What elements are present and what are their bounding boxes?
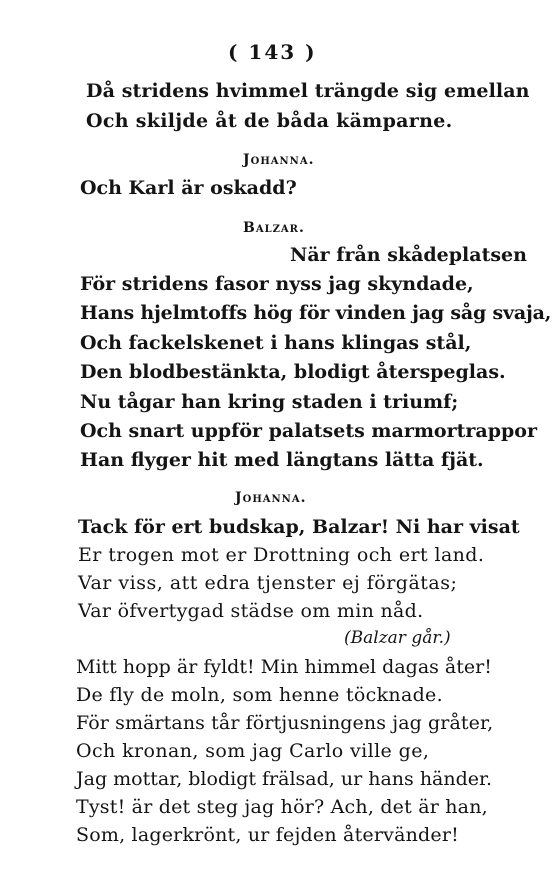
verse-line: Var viss, att edra tjenster ej förgätas;	[78, 572, 458, 594]
verse-line: Var öfvertygad städse om min nåd.	[78, 600, 424, 622]
verse-line: Jag mottar, blodigt frälsad, ur hans händer.	[76, 768, 493, 790]
verse-line: Och fackelskenet i hans klingas stål,	[80, 332, 472, 354]
verse-line: Nu tågar han kring staden i triumf;	[80, 391, 459, 413]
verse-line: Och kronan, som jag Carlo ville ge,	[76, 740, 430, 762]
verse-line: Som, lagerkrönt, ur fejden återvänder!	[76, 824, 459, 846]
verse-line: Och snart uppför palatsets marmortrappor	[80, 420, 537, 442]
verse-line: Han flyger hit med längtans lätta fjät.	[80, 449, 484, 471]
verse-line: För smärtans tår förtjusningens jag gråter,	[76, 712, 494, 734]
verse-line: De fly de moln, som henne töcknade.	[76, 684, 443, 706]
verse-line: Tack för ert budskap, Balzar! Ni har visat	[78, 516, 520, 538]
verse-line: När från skådeplatsen	[290, 244, 527, 266]
page-number: ( 143 )	[228, 40, 317, 64]
verse-line: För stridens fasor nyss jag skyndade,	[80, 273, 474, 295]
stage-direction: (Balzar går.)	[344, 628, 451, 648]
verse-line: Den blodbestänkta, blodigt återspeglas.	[80, 361, 506, 383]
verse-line: Och Karl är oskadd?	[80, 177, 297, 199]
speaker-name: Johanna.	[235, 490, 307, 506]
verse-line: Mitt hopp är fyldt! Min himmel dagas åter!	[76, 656, 492, 678]
verse-line: Er trogen mot er Drottning och ert land.	[78, 544, 485, 566]
speaker-name: Johanna.	[243, 152, 315, 168]
verse-line: Hans hjelmtoffs hög för vinden jag såg svaja,	[80, 302, 552, 324]
verse-line: Tyst! är det steg jag hör? Ach, det är han,	[76, 796, 488, 818]
speaker-name: Balzar.	[243, 220, 305, 236]
verse-line: Och skiljde åt de båda kämparne.	[86, 110, 453, 132]
verse-line: Då stridens hvimmel trängde sig emellan	[86, 80, 530, 102]
